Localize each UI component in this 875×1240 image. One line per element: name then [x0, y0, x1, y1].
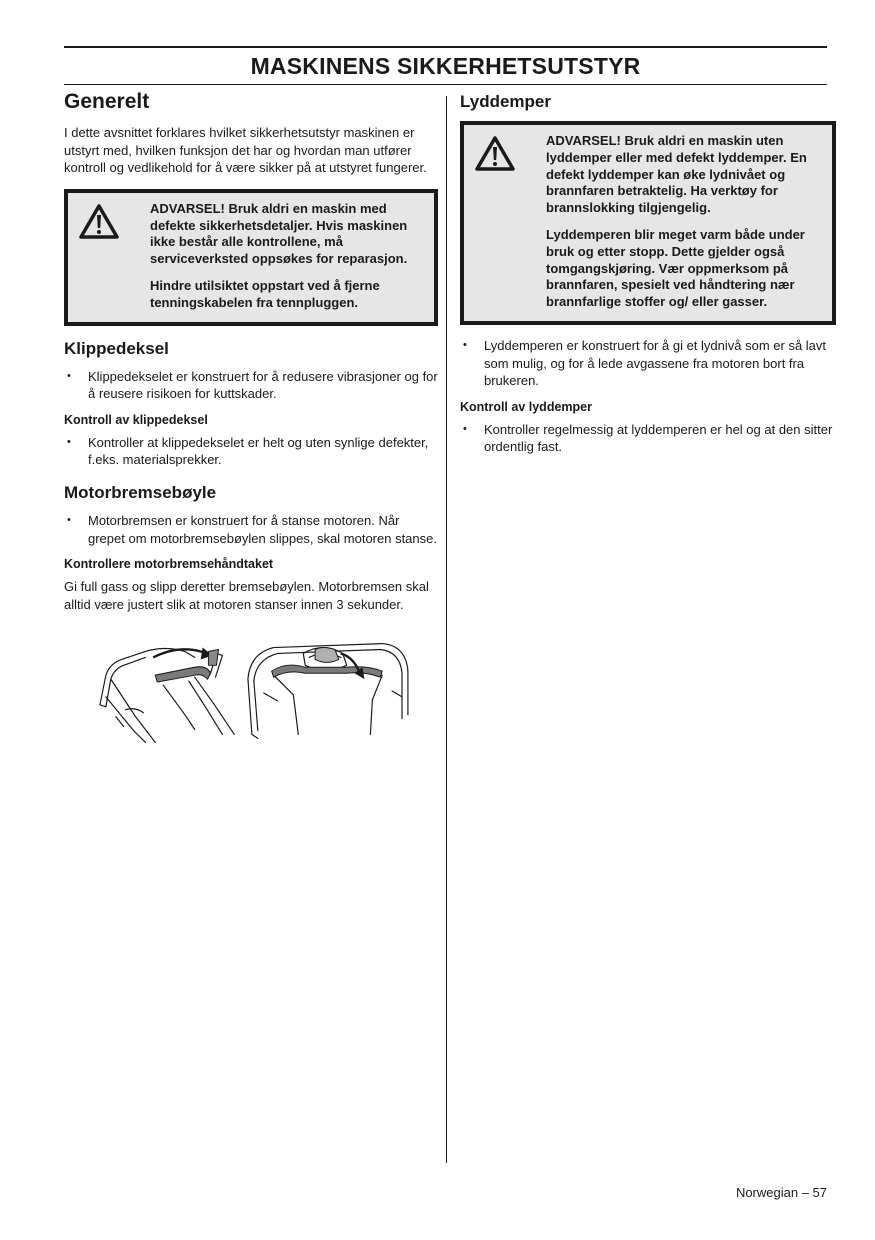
list-item: • Kontroller at klippedekselet er helt og uten synlige defekter, f.eks. materialsprekker. [67, 434, 429, 468]
bullet-icon: • [463, 338, 467, 351]
brake-handle-illustration [64, 635, 438, 745]
mower-handle-drawing-left [96, 635, 244, 745]
top-rule [64, 46, 827, 48]
section-heading-brake-handle: Motorbremsebøyle [64, 482, 217, 502]
bullet-icon: • [67, 369, 71, 382]
warning-text: Hindre utilsiktet oppstart ved å fjerne tenningskabelen fra tennpluggen. [150, 277, 380, 310]
warning-box-general [64, 189, 438, 326]
warning-text: ADVARSEL! Bruk aldri en maskin med defekte sikkerhetsdetaljer. Hvis maskinen ikke består alle kontrollene, må serviceverksted oppsøkes for reparasjon. [150, 200, 408, 267]
warning-triangle-icon [78, 201, 150, 312]
sub-heading: Kontroll av klippedeksel [64, 412, 208, 427]
page-title: MASKINENS SIKKERHETSUTSTYR [250, 53, 641, 79]
list-item: • Kontroller regelmessig at lyddemperen er hel og at den sitter ordentlig fast. [463, 421, 833, 455]
list-item: • Lyddemperen er konstruert for å gi et lydnivå som er så lavt som mulig, og for å lede avgassene fra motoren bort fra brukeren. [463, 337, 827, 389]
mower-handle-drawing-right [244, 635, 412, 745]
warning-triangle-icon [474, 133, 546, 311]
sub-heading: Kontroll av lyddemper [460, 399, 592, 414]
title-rule [64, 84, 827, 85]
section-heading-general: Generelt [64, 90, 150, 113]
bullet-icon: • [67, 513, 71, 526]
section-heading-blade-guard: Klippedeksel [64, 338, 169, 358]
left-column [64, 90, 438, 745]
general-intro: I dette avsnittet forklares hvilket sikkerhetsutstyr maskinen er utstyrt med, hvilken funksjon det har og hvordan man utfører kontroll og vedlikehold for å være sikker på at utstyret fungerer. [64, 125, 427, 176]
list-item: • Motorbremsen er konstruert for å stanse motoren. Når grepet om motorbremsebøylen slippes, skal motoren stanse. [67, 512, 437, 546]
warning-text: ADVARSEL! Bruk aldri en maskin uten lyddemper eller med defekt lyddemper. En defekt lyddemper kan øke lydnivået og brannfaren betraktelig. Ha verktøy for brannslokking tilgjengelig. [546, 133, 807, 216]
bullet-list [460, 421, 836, 456]
sub-heading: Kontrollere motorbremsehåndtaket [64, 557, 274, 572]
section-heading-muffler: Lyddemper [460, 92, 552, 111]
page-number: Norwegian – 57 [735, 1185, 827, 1200]
warning-text: Lyddemperen blir meget varm både under bruk og etter stopp. Dette gjelder også tomgangskjøring. Vær oppmerksom på brannfaren, spesielt ved håndtering nær brannfarlige stoffer og/ eller gasser. [546, 226, 805, 310]
warning-box-muffler [460, 121, 836, 325]
bullet-list [64, 512, 438, 547]
bullet-list [64, 368, 438, 403]
brake-check-text: Gi full gass og slipp deretter bremsebøylen. Motorbremsen skal alltid være justert slik at motoren stanser innen 3 sekunder. [64, 579, 429, 612]
list-item: • Klippedekselet er konstruert for å redusere vibrasjoner og for å reusere risikoen for kuttskader. [67, 368, 438, 402]
column-divider [446, 96, 447, 1163]
bullet-list [460, 337, 836, 390]
bullet-icon: • [67, 435, 71, 448]
right-column [460, 92, 836, 466]
bullet-icon: • [463, 422, 467, 435]
bullet-list [64, 434, 438, 469]
